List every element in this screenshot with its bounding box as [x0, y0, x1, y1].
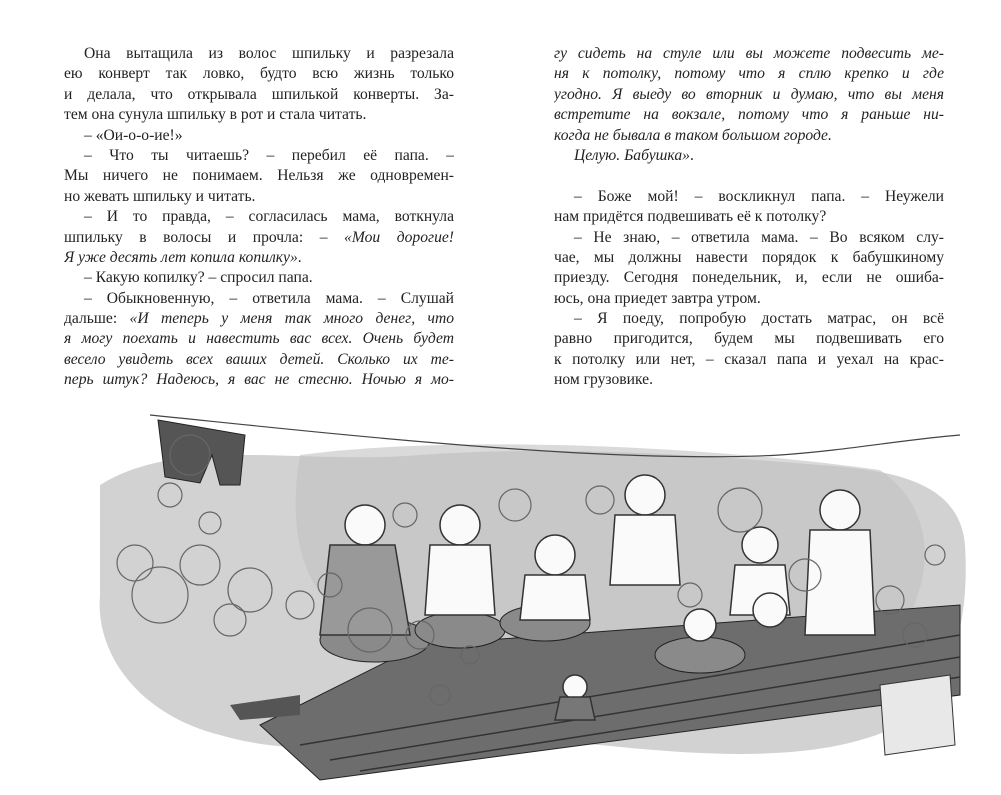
text-line: [64, 44, 454, 64]
narrative-text: ею конверт так ловко, будто всю жизнь только: [64, 65, 454, 83]
text-line: [64, 85, 454, 105]
text-line: [554, 166, 944, 186]
text-line: [64, 146, 454, 166]
text-line: [64, 370, 454, 390]
narrative-text: Мы ничего не понимаем. Нельзя же одновремен-: [64, 167, 454, 185]
italic-letter-text: перь штук? Надеюсь, я вас не стесню. Ночью я мо-: [64, 371, 454, 389]
text-line: [64, 350, 454, 370]
text-line: [64, 309, 454, 329]
text-line: [64, 187, 454, 207]
italic-letter-text: гу сидеть на стуле или вы можете подвесить ме-: [554, 45, 944, 62]
text-line: [554, 105, 944, 125]
italic-letter-text: Я уже десять лет копила копилку»: [64, 248, 298, 266]
text-line: [554, 370, 944, 390]
text-line: [554, 146, 944, 166]
narrative-text: ном грузовике.: [554, 371, 653, 389]
italic-letter-text: когда не бывала в таком большом городе.: [554, 126, 832, 144]
left-page-text: [64, 44, 454, 391]
text-line: [554, 207, 944, 227]
narrative-text: – Какую копилку? – спросил папа.: [84, 269, 313, 287]
narrative-text: .: [297, 248, 302, 266]
text-line: [64, 64, 454, 84]
text-line: [64, 207, 454, 227]
narrative-text: равно пригодится, будем мы подвешивать его: [554, 330, 944, 348]
narrative-text: юсь, она приедет завтра утром.: [554, 289, 761, 307]
text-line: [64, 126, 454, 146]
text-line: [64, 289, 454, 309]
text-line: [554, 228, 944, 248]
narrative-text: к потолку или нет, – сказал папа и уехал на крас-: [554, 350, 944, 368]
text-line: [64, 105, 454, 125]
text-line: [64, 228, 454, 248]
narrative-text: чае, мы должны навести порядок к бабушкиному: [554, 248, 944, 266]
text-line: [554, 126, 944, 146]
hanging-pants: [158, 420, 245, 485]
text-line: [64, 268, 454, 288]
narrative-text: – Я поеду, попробую достать матрас, он всё: [574, 310, 944, 328]
italic-letter-text: встретите на вокзале, потому что я раньше ни-: [554, 106, 944, 124]
text-line: [554, 329, 944, 349]
narrative-text: но жевать шпильку и читать.: [64, 187, 256, 205]
text-line: [554, 64, 944, 84]
narrative-text: нам придётся подвешивать её к потолку?: [554, 208, 827, 226]
text-line: [554, 289, 944, 309]
text-line: [64, 166, 454, 186]
italic-letter-text: я могу поехать и навестить вас всех. Очень будет: [64, 330, 454, 348]
italic-letter-text: Целую. Бабушка»: [574, 146, 690, 164]
italic-letter-text: угодно. Я выеду во вторник и думаю, что вы меня: [554, 85, 944, 103]
text-line: [554, 309, 944, 329]
narrative-text: .: [689, 146, 694, 164]
text-line: [64, 248, 454, 268]
narrative-text: – Не знаю, – ответила мама. – Во всяком слу-: [574, 228, 944, 246]
narrative-text: и делала, что открывала шпилькой конверты. За-: [64, 85, 454, 103]
italic-letter-text: ня к потолку, потому что я сплю крепко и где: [554, 65, 944, 83]
text-line: [554, 187, 944, 207]
text-line: [554, 268, 944, 288]
narrative-text: шпильку в волосы и прочла: –: [64, 228, 345, 246]
narrative-text: – «Ои-о-о-ие!»: [84, 126, 183, 144]
text-line: [554, 350, 944, 370]
narrative-text: – Боже мой! – воскликнул папа. – Неужели: [574, 187, 944, 205]
narrative-text: тем она сунула шпильку в рот и стала читать.: [64, 106, 367, 124]
text-line: [64, 329, 454, 349]
narrative-text: – И то правда, – согласилась мама, воткнула: [84, 208, 454, 226]
text-line: [554, 85, 944, 105]
italic-letter-text: «Мои дорогие!: [344, 228, 454, 246]
text-line: [554, 44, 944, 64]
italic-letter-text: весело увидеть всех ваших детей. Сколько их те-: [64, 350, 454, 368]
right-page-text: [554, 44, 944, 391]
narrative-text: приезду. Сегодня понедельник, и, если не ошиба-: [554, 269, 944, 287]
illustration: [0, 395, 1001, 795]
narrative-text: – Что ты читаешь? – перебил её папа. –: [84, 146, 454, 164]
box: [880, 675, 955, 755]
text-line: [554, 248, 944, 268]
narrative-text: – Обыкновенную, – ответила мама. – Слушай: [84, 289, 454, 307]
italic-letter-text: «И теперь у меня так много денег, что: [129, 310, 454, 328]
narrative-text: Она вытащила из волос шпильку и разрезала: [84, 45, 454, 62]
narrative-text: дальше:: [64, 310, 130, 328]
